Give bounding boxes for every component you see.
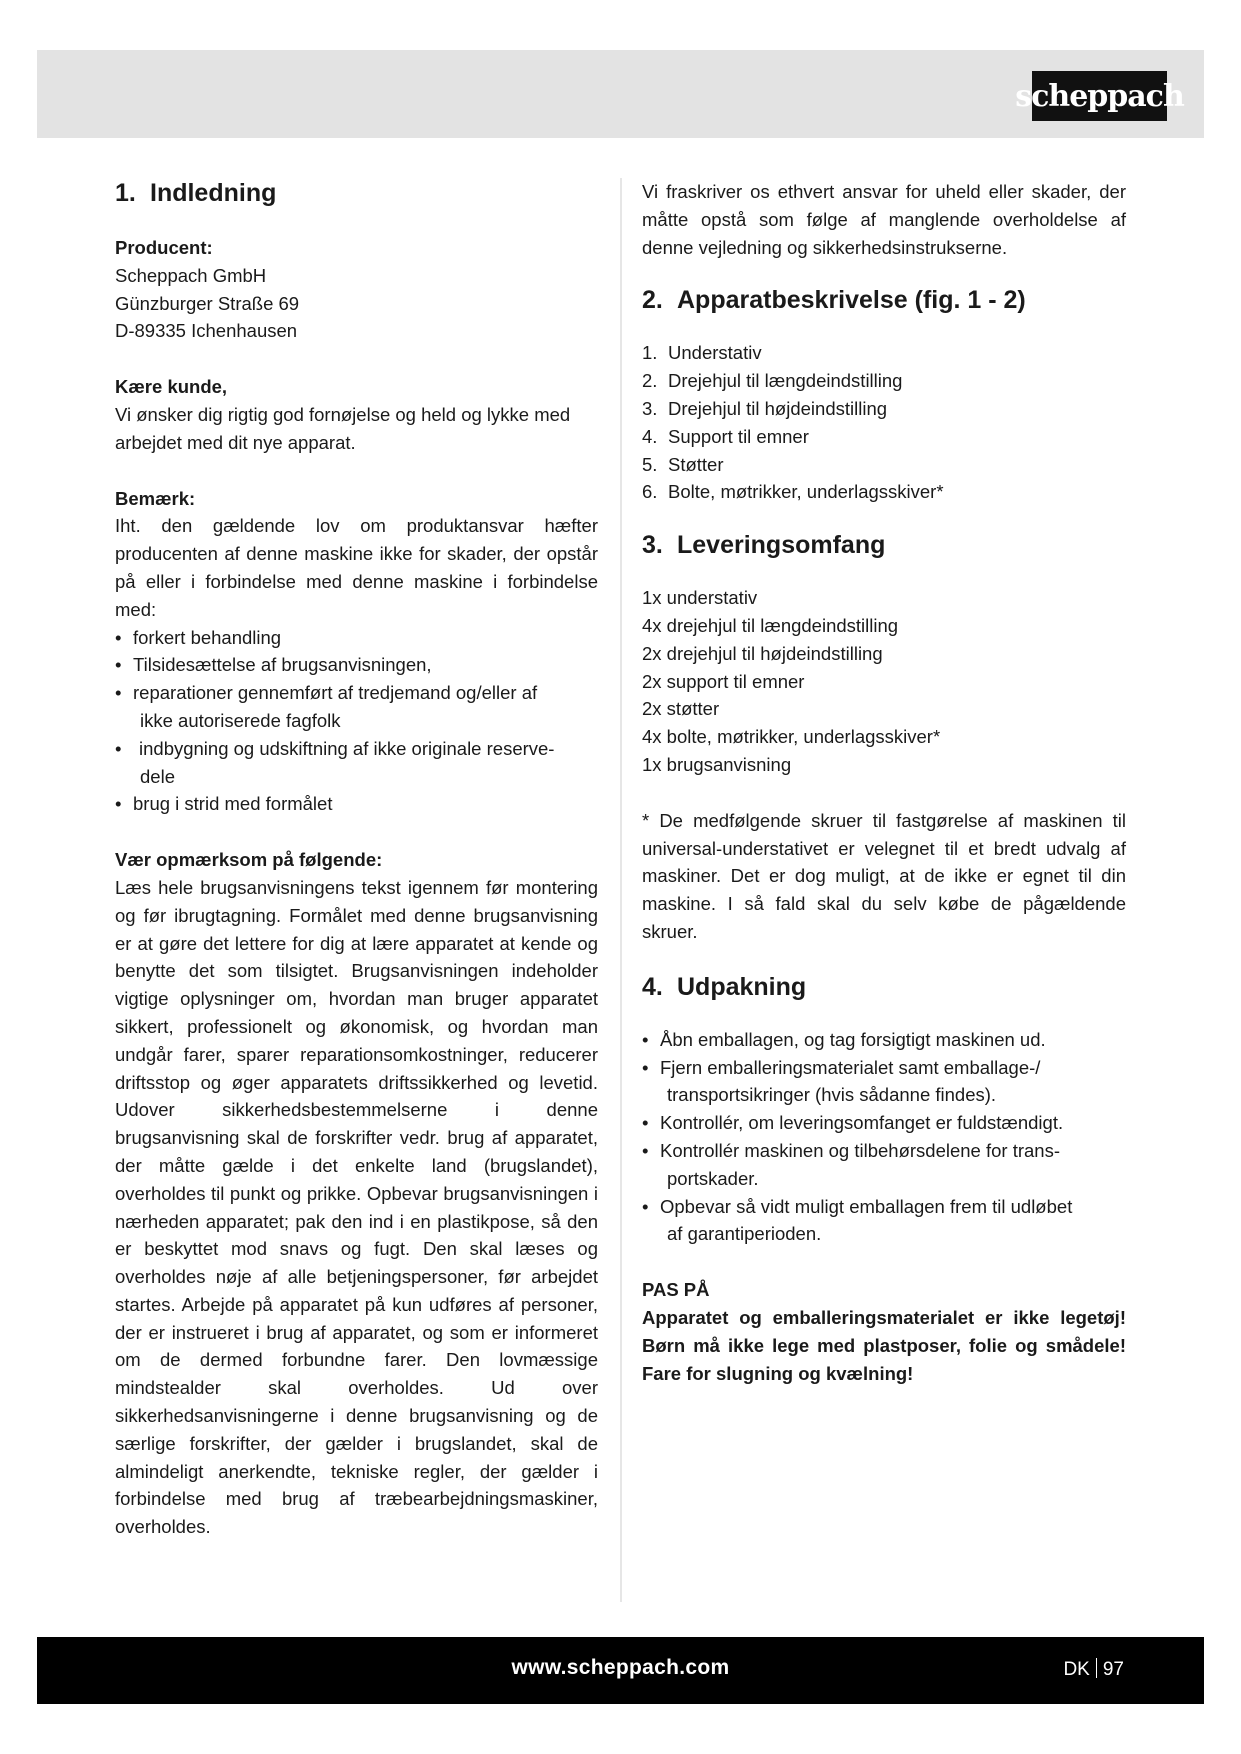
greeting-label: Kære kunde, [115, 376, 228, 398]
footer-bar [37, 1637, 1204, 1704]
parts-list-item: 1. Understativ [642, 342, 762, 364]
section-heading-2: 2. Apparatbeskrivelse (fig. 1 - 2) [642, 286, 1026, 315]
unpack-item: • Fjern emballeringsmaterialet samt emballage-/ [642, 1056, 1041, 1078]
parts-list-item: 6. Bolte, møtrikker, underlagsskiver* [642, 481, 944, 503]
warning-text: Apparatet og emballeringsmaterialet er ikke legetøj! Børn må ikke lege med plastposer, folie og smådele! Fare for slugning og kvælning! [642, 1306, 1126, 1384]
unpack-item-continuation: af garantiperioden. [667, 1223, 822, 1245]
list-item: • forkert behandling [115, 626, 282, 648]
parts-list-item: 3. Drejehjul til højdeindstilling [642, 397, 888, 419]
scope-item: 2x støtter [642, 698, 720, 720]
note-text: Iht. den gældende lov om produktansvar hæfter producenten af denne maskine ikke for skader, der opstår på eller i forbindelse med denne maskine i forbindelse med: [115, 515, 598, 620]
unpack-item: • Åbn emballagen, og tag forsigtigt maskinen ud. [642, 1028, 1046, 1050]
brand-logo: scheppach [1032, 71, 1167, 121]
scope-item: 2x support til emner [642, 670, 805, 692]
section-heading-4: 4. Udpakning [642, 972, 807, 1001]
unpack-item: • Opbevar så vidt muligt emballagen frem til udløbet [642, 1195, 1073, 1217]
footnote-text: * De medfølgende skruer til fastgørelse af maskinen til universal-understativet er velegnet til et bredt udvalg af maskiner. Det er dog muligt, at de ikke er egnet til din maskine. I så fald skal du selv købe de pågældende skruer. [642, 809, 1126, 942]
note-label: Bemærk: [115, 487, 196, 509]
page-number: DK 97 [1063, 1659, 1124, 1680]
attention-label: Vær opmærksom på følgende: [115, 849, 383, 871]
list-item: • reparationer gennemført af tredjemand og/eller af [115, 682, 538, 704]
unpack-item: • Kontrollér maskinen og tilbehørsdelene for trans- [642, 1139, 1060, 1161]
attention-text: Læs hele brugsanvisningens tekst igennem før montering og før ibrugtagning. Formålet med denne brugsanvisning er at gøre det lettere for dig at lære apparatet at kende og benytte det som tilsigtet. Brugsanvisningen indeholder vigtige oplysninger om, hvordan man bruger apparatet sikkert, professionelt og økonomisk, og hvordan man undgår farer, sparer reparationsomkostninger, reducerer driftsstop og øger apparatets driftssikkerhed og levetid. Udover sikkerhedsbestemmelserne i denne brugsanvisning skal de forskrifter vedr. brug af apparatet, der måtte gælde i det enkelte land (brugslandet), overholdes til punkt og prikke. Opbevar brugsanvisningen i nærheden apparatet; pak den ind i en plastikpose, så den er beskyttet mod snavs og fugt. Den skal læses og overholdes nøje af alle betjeningspersoner, før arbejdet startes. Arbejde på apparatet på kun udføres af personer, der er instrueret i brug af apparatet, og som er informeret om de dermed forbundne farer. Den lovmæssige mindstealder skal overholdes. Ud over sikkerhedsanvisningerne i denne brugsanvisning og de særlige forskrifter, der gælder i brugslandet, skal de almindeligt anerkendte, tekniske regler, der gælder i forbindelse med brug af træbearbejdningsmaskiner, overholdes. [115, 876, 598, 1538]
disclaimer-text: Vi fraskriver os ethvert ansvar for uheld eller skader, der måtte opstå som følge af manglende overholdelse af denne vejledning og sikkerhedsinstrukserne. [642, 181, 1126, 258]
section-heading-3: 3. Leveringsomfang [642, 531, 886, 560]
scope-item: 4x bolte, møtrikker, underlagsskiver* [642, 726, 941, 748]
list-item-continuation: ikke autoriserede fagfolk [140, 709, 341, 731]
producer-line: Scheppach GmbH [115, 264, 267, 286]
right-column [642, 178, 1126, 1387]
unpack-item: • Kontrollér, om leveringsomfanget er fuldstændigt. [642, 1112, 1064, 1134]
column-divider [620, 178, 622, 1602]
producer-line: D-89335 Ichenhausen [115, 320, 298, 342]
section-heading-1: 1. Indledning [115, 179, 277, 207]
producer-label: Producent: [115, 237, 213, 258]
warning-label: PAS PÅ [642, 1279, 710, 1301]
unpack-item-continuation: portskader. [667, 1167, 759, 1189]
producer-line: Günzburger Straße 69 [115, 292, 300, 314]
scope-item: 1x brugsanvisning [642, 753, 792, 775]
parts-list-item: 2. Drejehjul til længdeindstilling [642, 370, 903, 392]
list-item-continuation: dele [140, 765, 175, 787]
page-separator [1096, 1658, 1097, 1678]
left-column [115, 178, 598, 1541]
list-item: • Tilsidesættelse af brugsanvisningen, [115, 654, 432, 676]
parts-list-item: 4. Support til emner [642, 425, 809, 447]
unpack-item-continuation: transportsikringer (hvis sådanne findes). [667, 1084, 997, 1106]
footer-website-link[interactable]: www.scheppach.com [511, 1656, 730, 1679]
scope-item: 2x drejehjul til højdeindstilling [642, 642, 883, 664]
scope-item: 1x understativ [642, 587, 758, 609]
scope-item: 4x drejehjul til længdeindstilling [642, 614, 899, 636]
list-item: • indbygning og udskiftning af ikke originale reserve- [115, 737, 555, 759]
list-item: • brug i strid med formålet [115, 793, 333, 815]
parts-list-item: 5. Støtter [642, 453, 724, 475]
greeting-text: Vi ønsker dig rigtig god fornøjelse og held og lykke med arbejdet med dit nye apparat. [115, 403, 571, 453]
